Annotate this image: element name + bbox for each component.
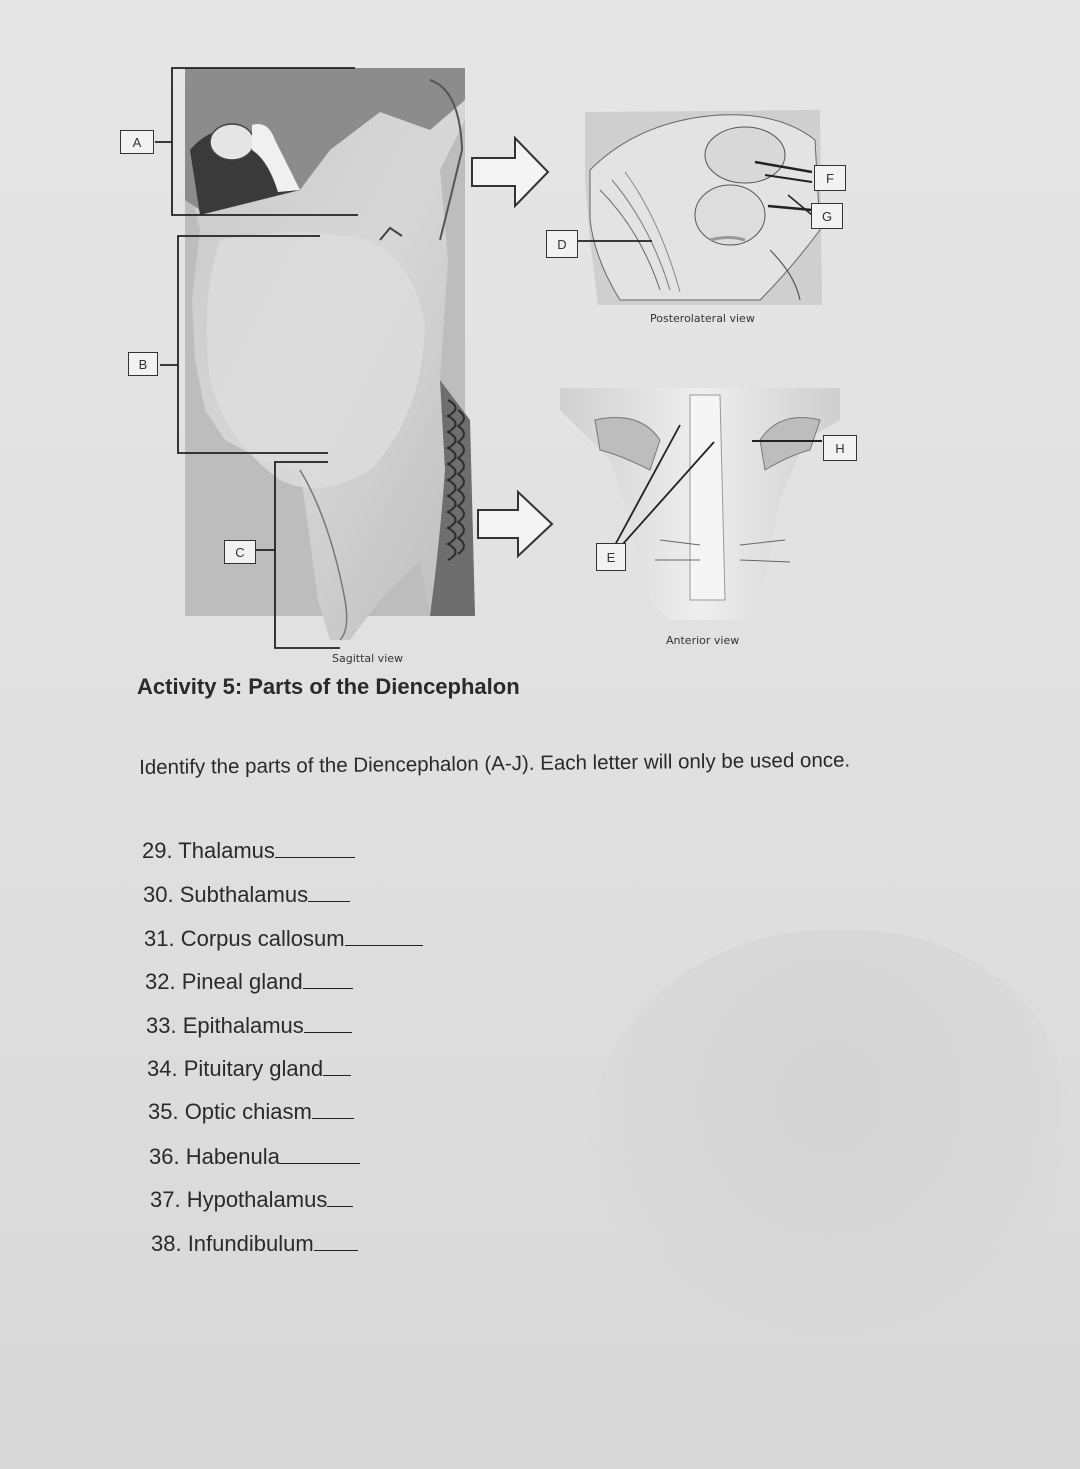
question-text: 32. Pineal gland [145,969,303,994]
label-f: F [814,165,846,191]
answer-blank[interactable] [303,970,353,989]
caption-sagittal: Sagittal view [332,652,404,665]
anterior-view-image [560,388,840,620]
question-item [145,969,353,995]
question-text: 38. Infundibulum [151,1231,314,1256]
caption-posterolateral: Posterolateral view [650,312,755,325]
answer-blank[interactable] [280,1145,360,1164]
question-text: 29. Thalamus [142,838,275,863]
question-text: 31. Corpus callosum [144,926,345,951]
arrows [472,138,552,556]
diencephalon-figure [0,0,1080,720]
answer-blank[interactable] [304,1014,352,1033]
answer-blank[interactable] [312,1100,354,1119]
answer-blank[interactable] [323,1057,351,1076]
question-item [151,1231,358,1257]
label-g: G [811,203,843,229]
label-a: A [120,130,154,154]
question-item [143,882,350,908]
activity-title: Activity 5: Parts of the Diencephalon [137,674,520,699]
instructions-text: Identify the parts of the Diencephalon (A-J). Each letter will only be used once. [139,748,851,779]
label-c: C [224,540,256,564]
question-text: 30. Subthalamus [143,882,309,907]
question-item [149,1144,360,1170]
label-b: B [128,352,158,376]
answer-blank[interactable] [327,1188,353,1207]
question-item [147,1056,351,1082]
answer-blank[interactable] [275,839,355,858]
question-item [144,926,423,952]
label-h: H [823,435,857,461]
answer-blank[interactable] [308,883,350,902]
question-item [148,1099,354,1125]
question-text: 33. Epithalamus [146,1013,304,1038]
question-text: 36. Habenula [149,1144,280,1169]
bleed-through-shadow [590,930,1070,1350]
question-text: 35. Optic chiasm [148,1099,312,1124]
question-item [150,1187,353,1213]
question-item [146,1013,352,1039]
question-text: 34. Pituitary gland [147,1056,324,1081]
caption-anterior: Anterior view [666,634,740,647]
answer-blank[interactable] [345,927,423,946]
label-d: D [546,230,578,258]
answer-blank[interactable] [314,1232,358,1251]
question-text: 37. Hypothalamus [150,1187,328,1212]
question-item [142,838,355,864]
posterolateral-view-image [578,110,822,305]
label-e: E [596,543,626,571]
